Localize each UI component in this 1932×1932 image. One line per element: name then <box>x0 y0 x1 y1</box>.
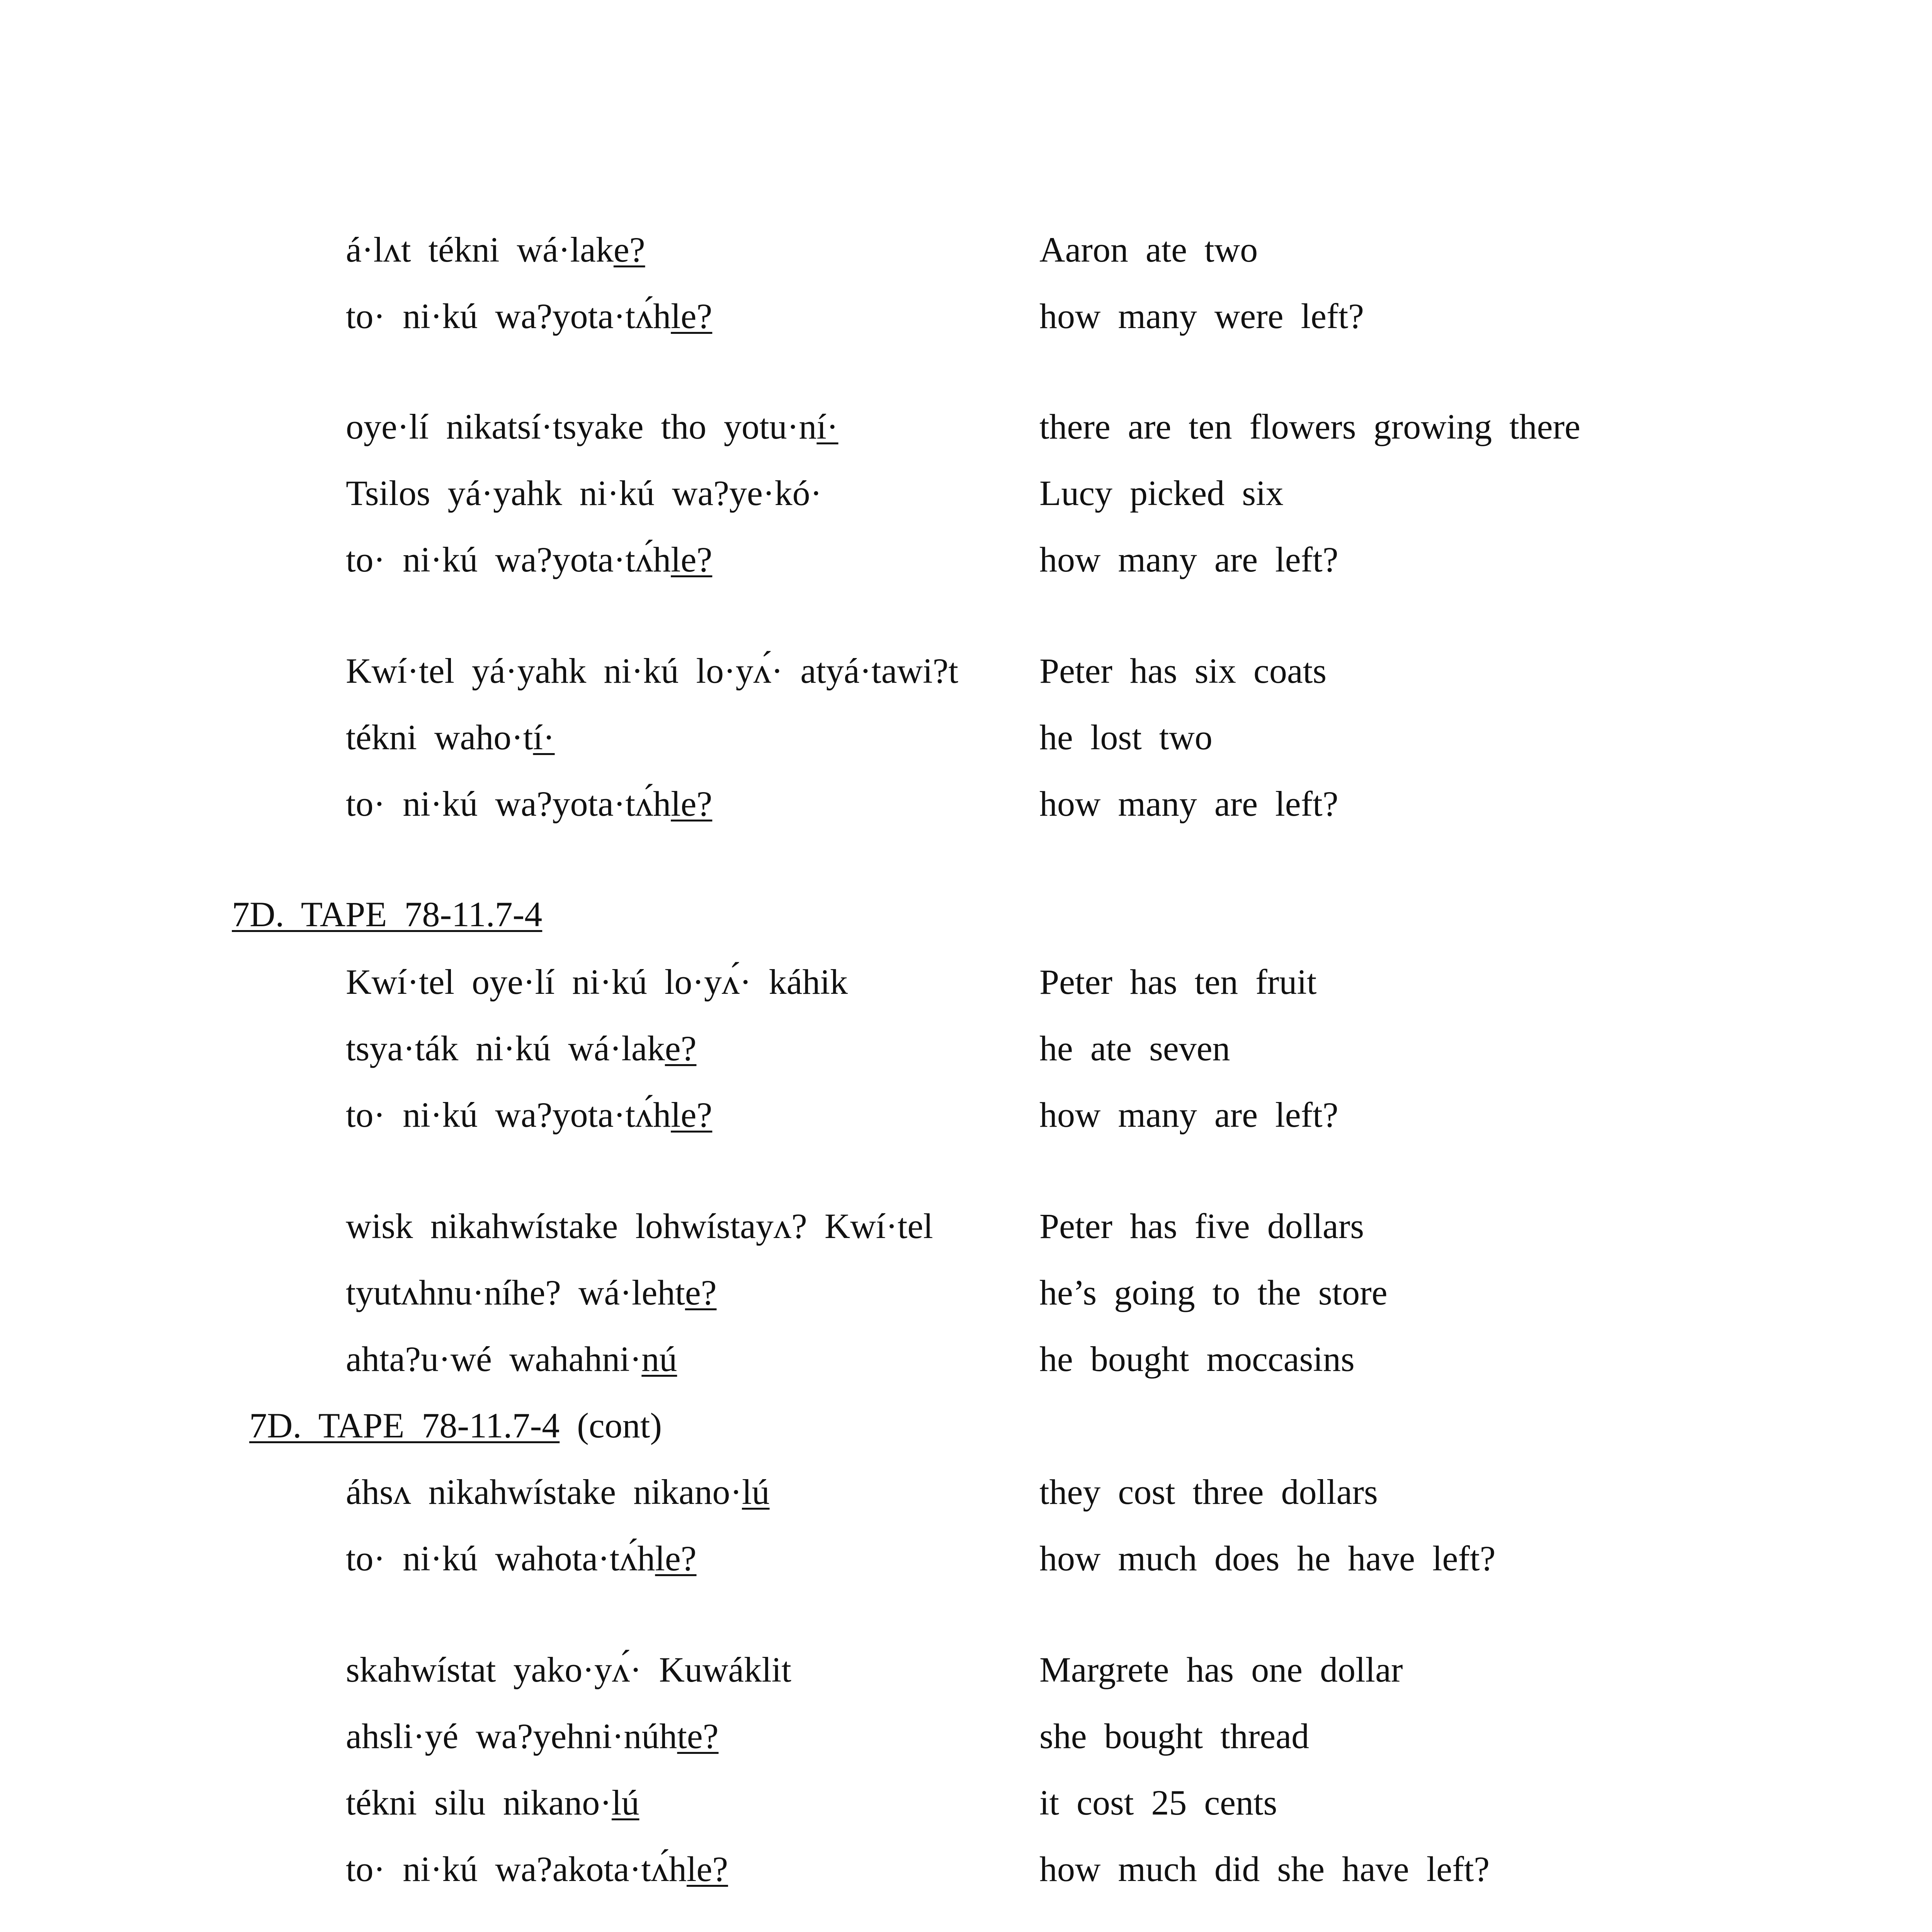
oneida-underlined-text: le? <box>686 1849 728 1889</box>
english-line: it cost 25 cents <box>1039 1783 1277 1822</box>
english-line: she bought thread <box>1039 1716 1310 1756</box>
oneida-line <box>346 1208 933 1244</box>
oneida-underlined-text: lú <box>611 1783 639 1822</box>
oneida-line <box>346 298 712 334</box>
english-line: how much did she have left? <box>1039 1849 1490 1889</box>
oneida-line <box>346 1097 712 1133</box>
oneida-underlined-text: le? <box>671 296 713 336</box>
oneida-text: oye·lí nikatsí·tsyake tho yotu·n <box>346 407 817 446</box>
oneida-line <box>346 475 822 511</box>
oneida-text: ahta?u·wé wahahni· <box>346 1339 642 1379</box>
english-line: there are ten flowers growing there <box>1039 407 1580 446</box>
oneida-line <box>346 964 848 1000</box>
english-line: he ate seven <box>1039 1029 1230 1068</box>
oneida-text: tékni silu nikano· <box>346 1783 612 1822</box>
oneida-text: to· ni·kú wa?yota·tʌ́h <box>346 784 671 823</box>
english-line: Margrete has one dollar <box>1039 1650 1403 1689</box>
oneida-text: Tsilos yá·yahk ni·kú wa?ye·kó· <box>346 473 822 513</box>
oneida-line <box>346 1785 639 1820</box>
oneida-text: tyutʌhnu·níhe? wá·leht <box>346 1273 685 1312</box>
section-heading <box>249 1408 662 1443</box>
oneida-line <box>346 232 645 267</box>
oneida-line <box>346 542 712 577</box>
oneida-line <box>346 1718 719 1754</box>
english-line: how many are left? <box>1039 784 1338 823</box>
oneida-text: wisk nikahwístake lohwístayʌ? Kwí·tel <box>346 1206 933 1246</box>
oneida-text: tékni waho·t <box>346 718 533 757</box>
oneida-line <box>346 1541 697 1576</box>
oneida-text: to· ni·kú wa?akota·tʌ́h <box>346 1849 687 1889</box>
english-line: Aaron ate two <box>1039 230 1258 269</box>
oneida-underlined-text: e? <box>685 1273 717 1312</box>
english-line: he’s going to the store <box>1039 1273 1388 1312</box>
oneida-underlined-text: nú <box>641 1339 677 1379</box>
english-line: how many are left? <box>1039 1095 1338 1134</box>
oneida-underlined-text: e? <box>665 1029 697 1068</box>
english-line: he bought moccasins <box>1039 1339 1355 1379</box>
oneida-line <box>346 1652 791 1687</box>
english-line: how much does he have left? <box>1039 1539 1496 1578</box>
oneida-underlined-text: te? <box>677 1716 719 1756</box>
oneida-underlined-text: le? <box>671 1095 713 1134</box>
oneida-line <box>346 409 838 444</box>
oneida-text: á·lʌt tékni wá·lak <box>346 230 614 269</box>
oneida-line <box>346 1474 770 1510</box>
oneida-underlined-text: lú <box>742 1472 770 1512</box>
oneida-underlined-text: le? <box>671 540 713 579</box>
oneida-text: skahwístat yako·yʌ́· Kuwáklit <box>346 1650 791 1689</box>
english-line: Peter has six coats <box>1039 651 1327 690</box>
section-heading-label: 7D. TAPE 78-11.7-4 <box>232 895 543 934</box>
oneida-line <box>346 1341 677 1377</box>
oneida-text: Kwí·tel oye·lí ni·kú lo·yʌ́· káhik <box>346 962 848 1002</box>
oneida-line <box>346 653 958 689</box>
oneida-underlined-text: le? <box>655 1539 697 1578</box>
oneida-text: Kwí·tel yá·yahk ni·kú lo·yʌ́· atyá·tawi?t <box>346 651 959 690</box>
oneida-line <box>346 719 555 755</box>
english-line: Lucy picked six <box>1039 473 1284 513</box>
oneida-text: ahsli·yé wa?yehni·núh <box>346 1716 677 1756</box>
english-line: how many were left? <box>1039 296 1364 336</box>
section-heading <box>232 896 542 932</box>
oneida-underlined-text: í· <box>533 718 555 757</box>
oneida-underlined-text: í· <box>816 407 838 446</box>
oneida-line <box>346 1851 728 1887</box>
oneida-text: to· ni·kú wa?yota·tʌ́h <box>346 1095 671 1134</box>
english-line: they cost three dollars <box>1039 1472 1378 1512</box>
oneida-line <box>346 1031 696 1066</box>
oneida-text: to· ni·kú wa?yota·tʌ́h <box>346 296 671 336</box>
oneida-text: to· ni·kú wa?yota·tʌ́h <box>346 540 671 579</box>
section-heading-label: 7D. TAPE 78-11.7-4 <box>249 1406 560 1445</box>
oneida-text: to· ni·kú wahota·tʌ́h <box>346 1539 655 1578</box>
english-line: Peter has five dollars <box>1039 1206 1364 1246</box>
oneida-line <box>346 1275 717 1310</box>
english-line: he lost two <box>1039 718 1213 757</box>
oneida-text: áhsʌ nikahwístake nikano· <box>346 1472 742 1512</box>
oneida-underlined-text: e? <box>613 230 645 269</box>
oneida-line <box>346 786 712 821</box>
english-line: how many are left? <box>1039 540 1338 579</box>
oneida-underlined-text: le? <box>671 784 713 823</box>
section-heading-suffix: (cont) <box>560 1406 662 1445</box>
english-line: Peter has ten fruit <box>1039 962 1317 1002</box>
oneida-text: tsya·ták ni·kú wá·lak <box>346 1029 665 1068</box>
